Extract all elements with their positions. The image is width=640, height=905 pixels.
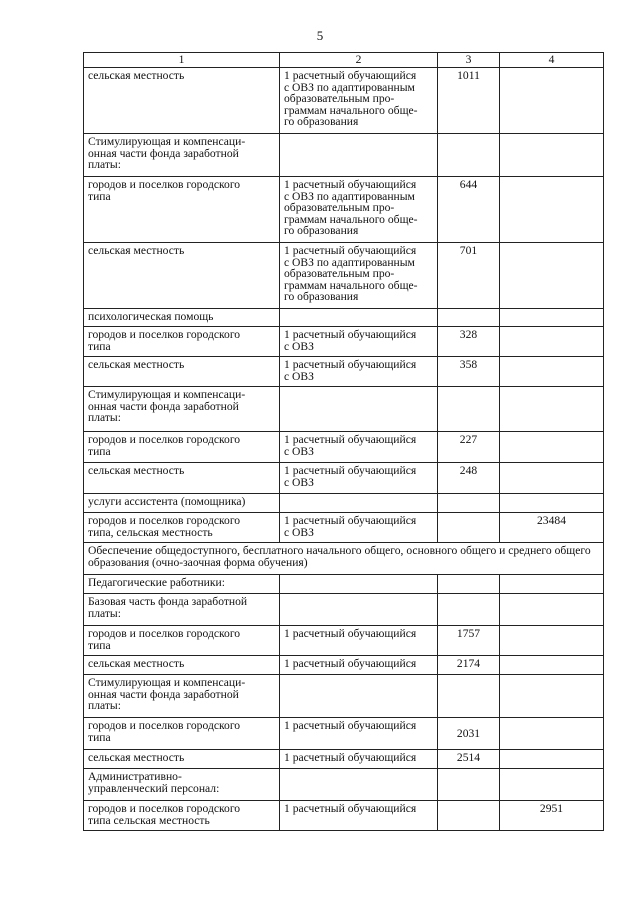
normative-value-cell: [438, 309, 500, 327]
category-cell: Стимулирующая и компенсаци- онная части фонда заработной платы:: [84, 387, 280, 432]
unit-cell: [280, 594, 438, 626]
amount-cell: [500, 309, 604, 327]
unit-cell: 1 расчетный обучающийся с ОВЗ: [280, 357, 438, 387]
normative-value-cell: 644: [438, 177, 500, 243]
normative-value-cell: 701: [438, 243, 500, 309]
table-row: [84, 543, 604, 575]
amount-cell: [500, 432, 604, 463]
normative-value-cell: [438, 387, 500, 432]
amount-cell: [500, 357, 604, 387]
category-cell: сельская местность: [84, 243, 280, 309]
amount-cell: [500, 243, 604, 309]
unit-cell: [280, 769, 438, 801]
normative-value-cell: 1011: [438, 68, 500, 134]
normative-value-cell: [438, 134, 500, 177]
table-row: [84, 718, 604, 750]
category-cell: городов и поселков городского типа: [84, 626, 280, 656]
amount-cell: 23484: [500, 513, 604, 543]
unit-cell: 1 расчетный обучающийся: [280, 718, 438, 750]
unit-cell: 1 расчетный обучающийся с ОВЗ по адаптированным образовательным про- граммам начального обще- го образования: [280, 243, 438, 309]
category-cell: городов и поселков городского типа, сельская местность: [84, 513, 280, 543]
amount-cell: [500, 177, 604, 243]
category-cell: сельская местность: [84, 463, 280, 494]
category-cell: городов и поселков городского типа: [84, 327, 280, 357]
category-cell: Стимулирующая и компенсаци- онная части фонда заработной платы:: [84, 675, 280, 718]
normative-value-cell: 248: [438, 463, 500, 494]
unit-cell: 1 расчетный обучающийся с ОВЗ: [280, 432, 438, 463]
category-cell: услуги ассистента (помощника): [84, 494, 280, 513]
normative-value-cell: [438, 594, 500, 626]
unit-cell: [280, 309, 438, 327]
amount-cell: [500, 594, 604, 626]
column-header-1: 1: [84, 53, 280, 68]
funding-standards-table: [83, 52, 604, 831]
amount-cell: [500, 494, 604, 513]
amount-cell: [500, 769, 604, 801]
unit-cell: 1 расчетный обучающийся: [280, 656, 438, 675]
category-cell: сельская местность: [84, 68, 280, 134]
normative-value-cell: [438, 675, 500, 718]
table-row: [84, 801, 604, 831]
amount-cell: [500, 675, 604, 718]
category-cell: Педагогические работники:: [84, 575, 280, 594]
amount-cell: [500, 134, 604, 177]
category-cell: городов и поселков городского типа: [84, 432, 280, 463]
table-row: [84, 68, 604, 134]
category-cell: Административно- управленческий персонал:: [84, 769, 280, 801]
category-cell: городов и поселков городского типа: [84, 718, 280, 750]
table-row: [84, 575, 604, 594]
category-cell: Базовая часть фонда заработной платы:: [84, 594, 280, 626]
normative-value-cell: 1757: [438, 626, 500, 656]
category-cell: психологическая помощь: [84, 309, 280, 327]
unit-cell: 1 расчетный обучающийся с ОВЗ по адаптированным образовательным про- граммам начального обще- го образования: [280, 68, 438, 134]
normative-value-cell: 2174: [438, 656, 500, 675]
normative-value-cell: 2514: [438, 750, 500, 769]
unit-cell: [280, 387, 438, 432]
category-cell: сельская местность: [84, 656, 280, 675]
unit-cell: 1 расчетный обучающийся с ОВЗ: [280, 513, 438, 543]
amount-cell: [500, 626, 604, 656]
unit-cell: [280, 575, 438, 594]
table-row: [84, 357, 604, 387]
amount-cell: [500, 718, 604, 750]
amount-cell: [500, 656, 604, 675]
normative-value-cell: [438, 494, 500, 513]
normative-value-cell: 328: [438, 327, 500, 357]
table-row: [84, 432, 604, 463]
table-row: [84, 626, 604, 656]
normative-value-cell: 227: [438, 432, 500, 463]
amount-cell: [500, 327, 604, 357]
table-row: [84, 327, 604, 357]
normative-value-cell: [438, 769, 500, 801]
normative-value-cell: [438, 801, 500, 831]
unit-cell: 1 расчетный обучающийся с ОВЗ: [280, 327, 438, 357]
amount-cell: [500, 463, 604, 494]
column-number-header-row: [84, 53, 604, 68]
amount-cell: [500, 575, 604, 594]
category-cell: сельская местность: [84, 357, 280, 387]
page-number: 5: [316, 28, 324, 43]
category-cell: сельская местность: [84, 750, 280, 769]
unit-cell: 1 расчетный обучающийся: [280, 801, 438, 831]
amount-cell: 2951: [500, 801, 604, 831]
normative-value-cell: [438, 513, 500, 543]
normative-value-cell: 358: [438, 357, 500, 387]
amount-cell: [500, 387, 604, 432]
table-row: [84, 513, 604, 543]
unit-cell: 1 расчетный обучающийся: [280, 750, 438, 769]
unit-cell: [280, 134, 438, 177]
table-row: [84, 463, 604, 494]
unit-cell: [280, 494, 438, 513]
table-row: [84, 134, 604, 177]
table-row: [84, 675, 604, 718]
amount-cell: [500, 750, 604, 769]
section-heading-cell: Обеспечение общедоступного, бесплатного начального общего, основного общего и среднего общего образования (очно-заочная форма обучения): [84, 543, 604, 575]
amount-cell: [500, 68, 604, 134]
table-row: [84, 494, 604, 513]
table-row: [84, 243, 604, 309]
table-row: [84, 750, 604, 769]
table-row: [84, 769, 604, 801]
unit-cell: [280, 675, 438, 718]
category-cell: Стимулирующая и компенсаци- онная части фонда заработной платы:: [84, 134, 280, 177]
normative-value-cell: [438, 575, 500, 594]
column-header-3: 3: [438, 53, 500, 68]
table-row: [84, 177, 604, 243]
category-cell: городов и поселков городского типа: [84, 177, 280, 243]
normative-value-cell: 2031: [438, 718, 500, 750]
table-row: [84, 594, 604, 626]
column-header-2: 2: [280, 53, 438, 68]
table-row: [84, 656, 604, 675]
category-cell: городов и поселков городского типа сельская местность: [84, 801, 280, 831]
table-row: [84, 309, 604, 327]
unit-cell: 1 расчетный обучающийся с ОВЗ: [280, 463, 438, 494]
table-row: [84, 387, 604, 432]
unit-cell: 1 расчетный обучающийся с ОВЗ по адаптированным образовательным про- граммам начального обще- го образования: [280, 177, 438, 243]
unit-cell: 1 расчетный обучающийся: [280, 626, 438, 656]
column-header-4: 4: [500, 53, 604, 68]
